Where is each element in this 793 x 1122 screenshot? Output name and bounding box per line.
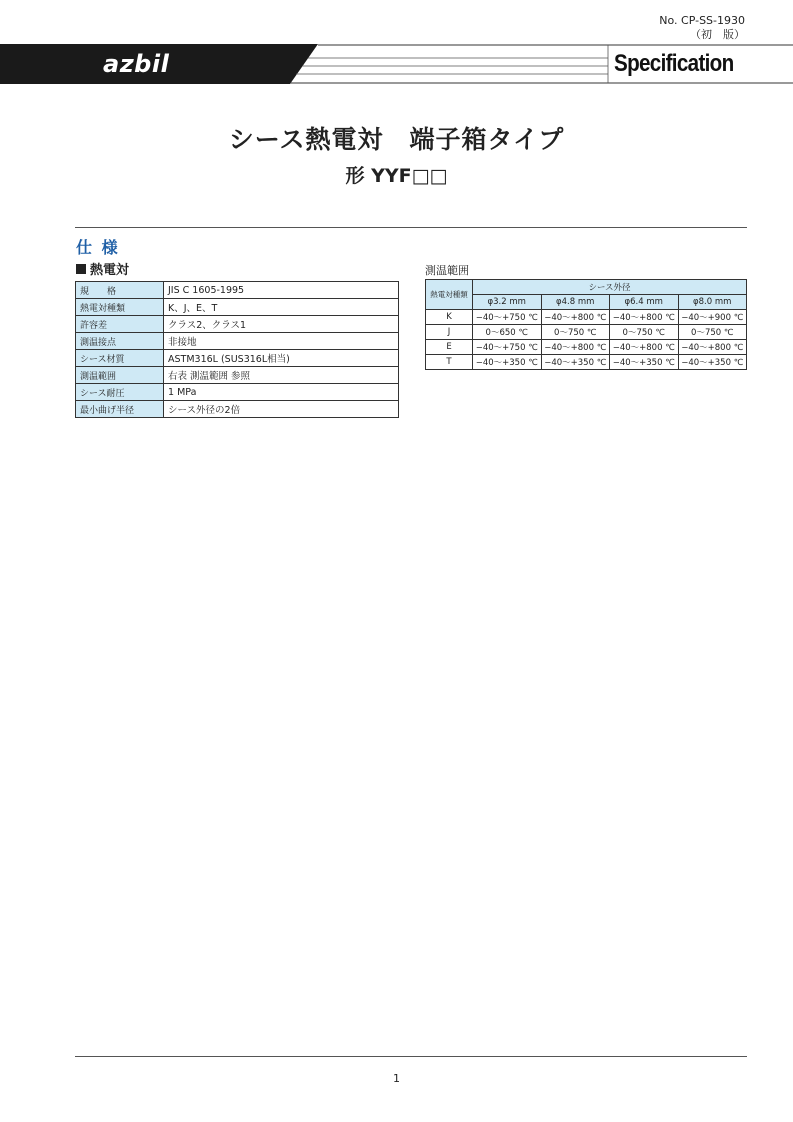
- row-label: 最小曲げ半径: [76, 401, 164, 418]
- table-row: [76, 299, 399, 316]
- table-cell: −40～+800 ℃: [610, 310, 679, 325]
- row-label: 規 格: [76, 282, 164, 299]
- row-label: 許容差: [76, 316, 164, 333]
- table-row: [76, 316, 399, 333]
- row-label: シース材質: [76, 350, 164, 367]
- page-number: 1: [393, 1072, 400, 1085]
- table-cell: −40～+350 ℃: [610, 355, 679, 370]
- table-row: [76, 333, 399, 350]
- thermocouple-type: E: [426, 340, 473, 355]
- table-row: [426, 355, 747, 370]
- row-value: クラス2、クラス1: [164, 316, 399, 333]
- table-row: [426, 325, 747, 340]
- footer-divider: [75, 1056, 747, 1057]
- table-row: [76, 282, 399, 299]
- table-row: [76, 350, 399, 367]
- table-row: [76, 384, 399, 401]
- model-number: 形 YYF□□: [345, 165, 448, 187]
- table-cell: −40～+350 ℃: [473, 355, 542, 370]
- row-label: 熱電対種類: [76, 299, 164, 316]
- table-cell: −40～+800 ℃: [541, 340, 610, 355]
- thermocouple-type: J: [426, 325, 473, 340]
- table-cell: 0～750 ℃: [541, 325, 610, 340]
- edition-label: （初 版）: [690, 28, 745, 41]
- spec-table: [75, 281, 399, 418]
- table-row: [76, 401, 399, 418]
- table-row: [426, 340, 747, 355]
- corner-header: 熱電対種類: [426, 280, 473, 310]
- table-cell: 0～750 ℃: [678, 325, 747, 340]
- table-cell: −40～+350 ℃: [541, 355, 610, 370]
- document-number-block: [659, 14, 745, 42]
- subsection-title: [76, 259, 129, 278]
- table-cell: −40～+750 ℃: [473, 310, 542, 325]
- column-header: φ3.2 mm: [473, 295, 542, 310]
- table-header-row: [426, 280, 747, 295]
- table-cell: −40～+800 ℃: [610, 340, 679, 355]
- document-number: No. CP-SS-1930: [659, 14, 745, 27]
- table-row: [426, 310, 747, 325]
- table-cell: 0～750 ℃: [610, 325, 679, 340]
- table-cell: −40～+350 ℃: [678, 355, 747, 370]
- row-label: シース耐圧: [76, 384, 164, 401]
- section-title: 仕 様: [76, 238, 120, 257]
- column-header: φ8.0 mm: [678, 295, 747, 310]
- column-header: φ4.8 mm: [541, 295, 610, 310]
- row-value: 1 MPa: [164, 384, 399, 401]
- row-value: JIS C 1605-1995: [164, 282, 399, 299]
- column-header: φ6.4 mm: [610, 295, 679, 310]
- row-value: シース外径の2倍: [164, 401, 399, 418]
- table-header-row: [426, 295, 747, 310]
- table-cell: −40～+750 ℃: [473, 340, 542, 355]
- row-label: 測温範囲: [76, 367, 164, 384]
- document-title: シース熱電対 端子箱タイプ: [228, 125, 565, 154]
- row-value: 非接地: [164, 333, 399, 350]
- row-value: K、J、E、T: [164, 299, 399, 316]
- section-divider: [75, 227, 747, 228]
- table-row: [76, 367, 399, 384]
- group-header: シース外径: [473, 280, 747, 295]
- subsection-title-text: 熱電対: [90, 263, 130, 278]
- square-bullet-icon: [76, 264, 86, 274]
- table-cell: −40～+800 ℃: [678, 340, 747, 355]
- row-value: 右表 測温範囲 参照: [164, 367, 399, 384]
- thermocouple-type: T: [426, 355, 473, 370]
- range-table-title: 測温範囲: [425, 264, 469, 277]
- table-cell: −40～+900 ℃: [678, 310, 747, 325]
- thermocouple-type: K: [426, 310, 473, 325]
- specification-label: Specification: [614, 50, 734, 77]
- row-label: 測温接点: [76, 333, 164, 350]
- table-cell: 0～650 ℃: [473, 325, 542, 340]
- table-cell: −40～+800 ℃: [541, 310, 610, 325]
- temperature-range-table: [425, 279, 747, 370]
- row-value: ASTM316L (SUS316L相当): [164, 350, 399, 367]
- azbil-logo: azbil: [103, 50, 170, 78]
